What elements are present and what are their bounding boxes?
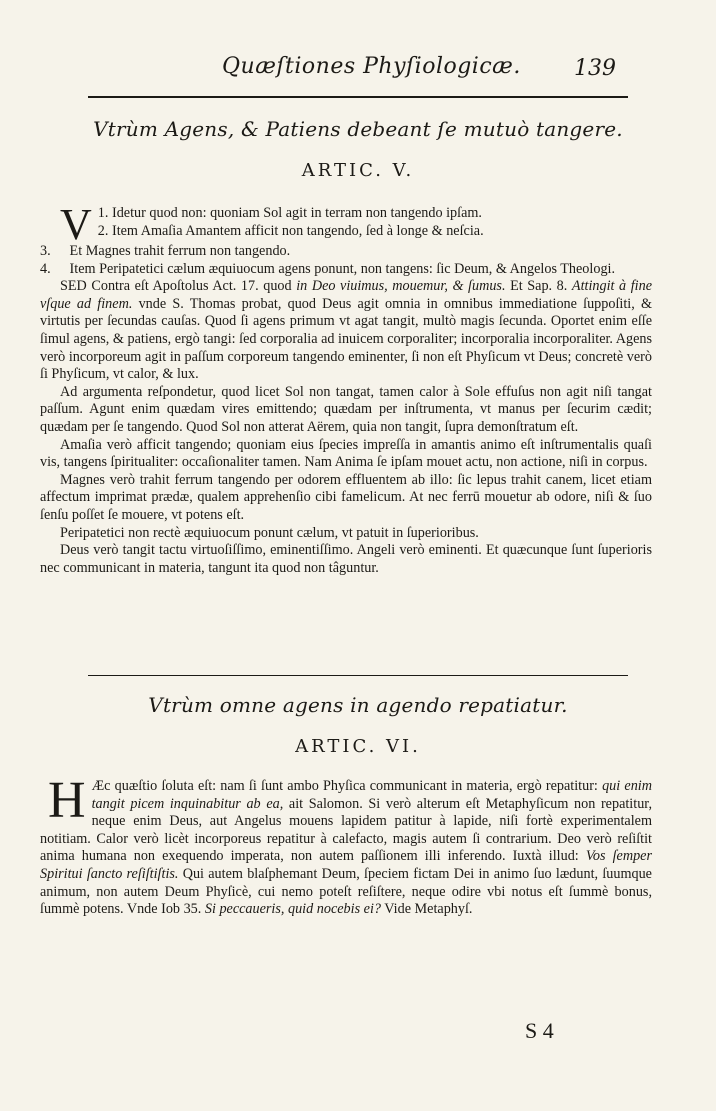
page-number: 139 [574,56,616,81]
article-6-label: ARTIC. VI. [295,736,421,757]
scripture-quote: in Deo viuimus, mouemur, & ſumus. [296,278,506,295]
paragraph-number: 1. [97,205,109,221]
text-run: Et Sap. 8. [505,278,572,295]
article-6-body [40,772,653,919]
paragraph-4 [40,261,652,279]
article-5-label: ARTIC. V. [301,160,415,181]
paragraph-response-3: Magnes verò trahit ferrum tangendo per odorem effluentem ab illo: ſic lepus trahit canem, licet etiam affectum imprimat prædæ, qualem apprehenſio cibi famelicum. At nec ferrū mouetur ab odore, niſi & ſuo ſenſu poſſet ſe mouere, vt potens eſt. [40,471,652,523]
article-6-title: Vtrùm omne agens in agendo repatiatur. [148,693,568,717]
section-rule [88,675,628,676]
paragraph-3 [40,243,652,261]
paragraph-article-6 [40,772,653,919]
scripture-quote: Vos ſemper Spiritui ſancto reſiſtiſtis. [40,848,653,882]
text-run: ait Salomon. Si verò alterum eſt Metaphyſicum non repatitur, neque enim Deus, aut Angelus mouens lapidem patitur à lapide, niſi fortè experimentalem notitiam. Calor verò licèt incorporeus repatitur à calefacto, magis autem ſi contrarium. Deo verò reſiſtit anima humana non exequendo imperata, non autem paſſionem illi inferendo. Iuxtà illud: [40,795,652,865]
paragraph-2 [40,223,652,241]
text-run: Vide Metaphyſ. [380,901,473,918]
text-run: Æc quæſtio ſoluta eſt: nam ſi ſunt ambo Phyſica communicant in materia, ergò repatitur: [91,778,603,794]
article-5-title: Vtrùm Agens, & Patiens debeant ſe mutuò tangere. [93,117,623,141]
paragraph-number: 4. [40,260,51,277]
paragraph-response-1: Ad argumenta reſpondetur, quod licet Sol non tangat, tamen calor à Sole effuſus non agit niſi tangat paſſum. Agunt enim quædam vires emittendo; quædam per inſtrumenta, vt manus per ſecurim cædit; quædam per ſe tangendo. Quod Sol non atterat Aërem, quia non tangit, ſupra demonſtratum eſt. [40,383,652,435]
running-head: Quæſtiones Phyſiologicæ. [222,54,521,79]
scripture-quote: Attingit à fine vſque ad finem. [40,278,652,312]
page-header [0,44,716,84]
header-rule [88,96,628,98]
article-5-body [40,200,652,577]
paragraph-text: Et Magnes trahit ferrum non tangendo. [69,243,291,259]
drop-cap: V [60,200,92,249]
paragraph-number: 2. [97,222,109,239]
paragraph-text: Idetur quod non: quoniam Sol agit in terram non tangendo ipſam. [111,205,482,221]
paragraph-text: Item Peripatetici cælum æquiuocum agens ponunt, non tangens: ſic Deum, & Angelos Theologi. [69,260,616,277]
paragraph-text: Item Amaſia Amantem afficit non tangendo, ſed à longe & neſcia. [111,222,484,239]
signature-mark: S 4 [525,1018,554,1043]
scripture-quote: Si peccaueris, quid nocebis ei? [204,901,381,918]
text-run: SED Contra eſt Apoſtolus Act. 17. quod [60,278,297,295]
paragraph-response-5: Deus verò tangit tactu virtuoſiſſimo, eminentiſſimo. Angeli verò eminenti. Et quæcunque ſunt ſuperioris nec communicant in materia, tangunt ita quod non tâguntur. [40,542,652,576]
scripture-quote: qui enim tangit picem inquinabitur ab ea, [91,778,652,812]
paragraph-number: 3. [40,243,51,259]
paragraph-response-4: Peripatetici non rectè æquiuocum ponunt cælum, vt patuit in ſuperioribus. [60,524,479,541]
drop-cap: H [48,772,86,829]
text-run: vnde S. Thomas probat, quod Deus agit omnia in omnibus immediatione ſuppoſiti, & virtutis per ſecundas cauſas. Quod ſi agens primum vt agat tangit, multò magis ſecunda. Oportet enim eſſe ſimul agens, & patiens, ergò tangi: ſed corporalia ad inuicem corporaliter; incorporalia incorporaliter. Agens verò incorporeum agit in paſſum corporeum tangendo eminenter, ſi non eſt Phyſicum vt Deus; concretè verò ſi Phyſicum, vt calor, & lux. [40,295,652,383]
text-run: Qui autem blaſphemant Deum, ſpeciem fictam Dei in animo ſuo lædunt, ſuumque animum, non autem Deum Phyſicè, cui nemo poteſt reſiſtere, neque odire vbi notus eſt ſummè bonus, ſummè potens. Vnde Iob 35. [40,865,652,918]
paragraph-sed-contra [40,278,652,384]
paragraph-response-2: Amaſia verò afficit tangendo; quoniam eius ſpecies impreſſa in amantis animo eſt inſtrumentalis quaſi vis, tangens ſpiritualiter: occaſionaliter tamen. Nam Anima ſe ipſam mouet actu, non actione, niſi in corpus. [40,436,652,471]
